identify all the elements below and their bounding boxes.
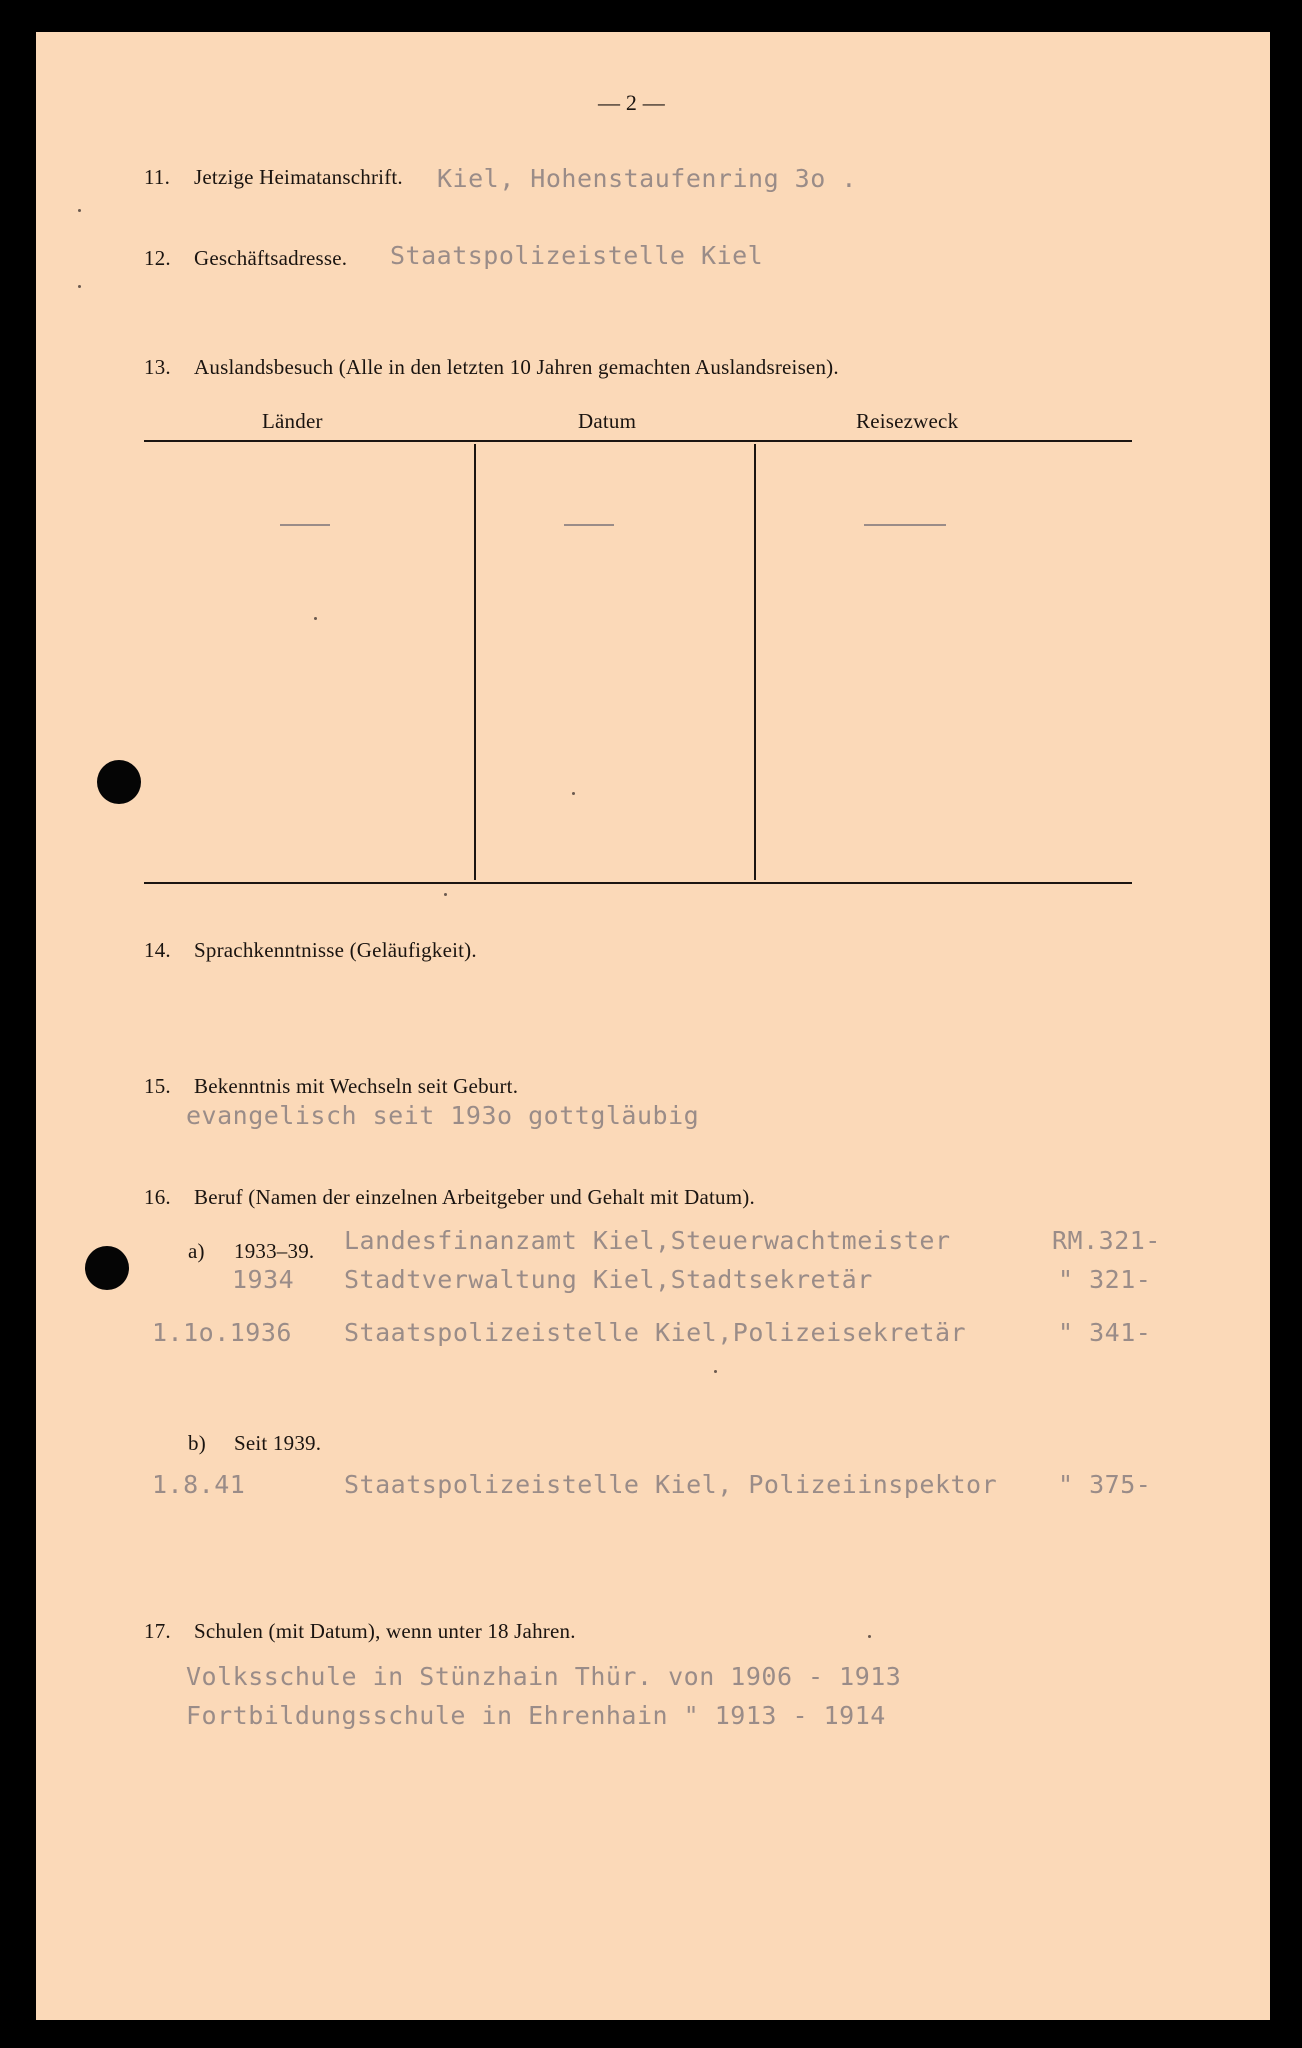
employment-employer: Stadtverwaltung Kiel,Stadtsekretär [344, 1265, 873, 1294]
table-top-rule [144, 440, 1132, 442]
q16-a-label: a) [188, 1239, 205, 1263]
q16-a-years: 1933–39. [234, 1239, 315, 1263]
page-number: — 2 — [598, 90, 665, 115]
table-divider [474, 444, 476, 880]
q16-label: Beruf (Namen der einzelnen Arbeitgeber und Gehalt mit Datum). [194, 1185, 755, 1209]
q15-value: evangelisch seit 193o gottgläubig [186, 1101, 700, 1130]
q13-label: Auslandsbesuch (Alle in den letzten 10 Jahren gemachten Auslandsreisen). [194, 355, 839, 379]
column-header-laender: Länder [262, 409, 323, 433]
q16-b-label: b) [188, 1431, 206, 1455]
q11-label: Jetzige Heimatanschrift. [194, 165, 403, 189]
employment-employer: Staatspolizeistelle Kiel, Polizeiinspektor [344, 1470, 998, 1499]
employment-date: 1.8.41 [152, 1470, 246, 1499]
employment-date: 1934 [232, 1265, 295, 1294]
paper-speck [78, 209, 81, 212]
column-header-datum: Datum [578, 409, 637, 433]
q17-label: Schulen (mit Datum), wenn unter 18 Jahren. [194, 1619, 576, 1643]
q11-number: 11. [144, 165, 171, 189]
employment-employer: Staatspolizeistelle Kiel,Polizeisekretär [344, 1318, 967, 1347]
paper-speck [572, 792, 575, 795]
school-entry: Volksschule in Stünzhain Thür. von 1906 - 1913 [186, 1662, 902, 1691]
column-header-reisezweck: Reisezweck [856, 409, 959, 433]
table-divider [754, 444, 756, 880]
employment-employer: Landesfinanzamt Kiel,Steuerwachtmeister [344, 1226, 951, 1255]
q15-number: 15. [144, 1074, 171, 1098]
paper-speck [444, 893, 447, 896]
empty-entry-dash [864, 524, 946, 526]
q12-value: Staatspolizeistelle Kiel [390, 241, 764, 270]
q14-number: 14. [144, 938, 171, 962]
q17-number: 17. [144, 1619, 171, 1643]
employment-date: 1.1o.1936 [152, 1318, 292, 1347]
q15-label: Bekenntnis mit Wechseln seit Geburt. [194, 1074, 519, 1098]
q12-number: 12. [144, 246, 171, 270]
q12-label: Geschäftsadresse. [194, 246, 348, 270]
paper-speck [714, 1370, 717, 1373]
paper-speck [868, 1635, 871, 1638]
q16-number: 16. [144, 1185, 171, 1209]
q11-value: Kiel, Hohenstaufenring 3o . [437, 164, 857, 193]
employment-salary: RM.321- [1052, 1226, 1161, 1255]
employment-salary: " 321- [1058, 1265, 1152, 1294]
empty-entry-dash [564, 524, 614, 526]
punch-hole [97, 760, 141, 804]
empty-entry-dash [280, 524, 330, 526]
school-entry: Fortbildungsschule in Ehrenhain " 1913 - 1914 [186, 1701, 886, 1730]
punch-hole [85, 1246, 129, 1290]
q13-number: 13. [144, 355, 171, 379]
q16-b-years: Seit 1939. [234, 1431, 322, 1455]
table-bottom-rule [144, 882, 1132, 884]
paper-speck [78, 285, 81, 288]
employment-salary: " 341- [1058, 1318, 1152, 1347]
employment-salary: " 375- [1058, 1470, 1152, 1499]
q14-label: Sprachkenntnisse (Geläufigkeit). [194, 938, 477, 962]
paper-speck [314, 617, 317, 620]
